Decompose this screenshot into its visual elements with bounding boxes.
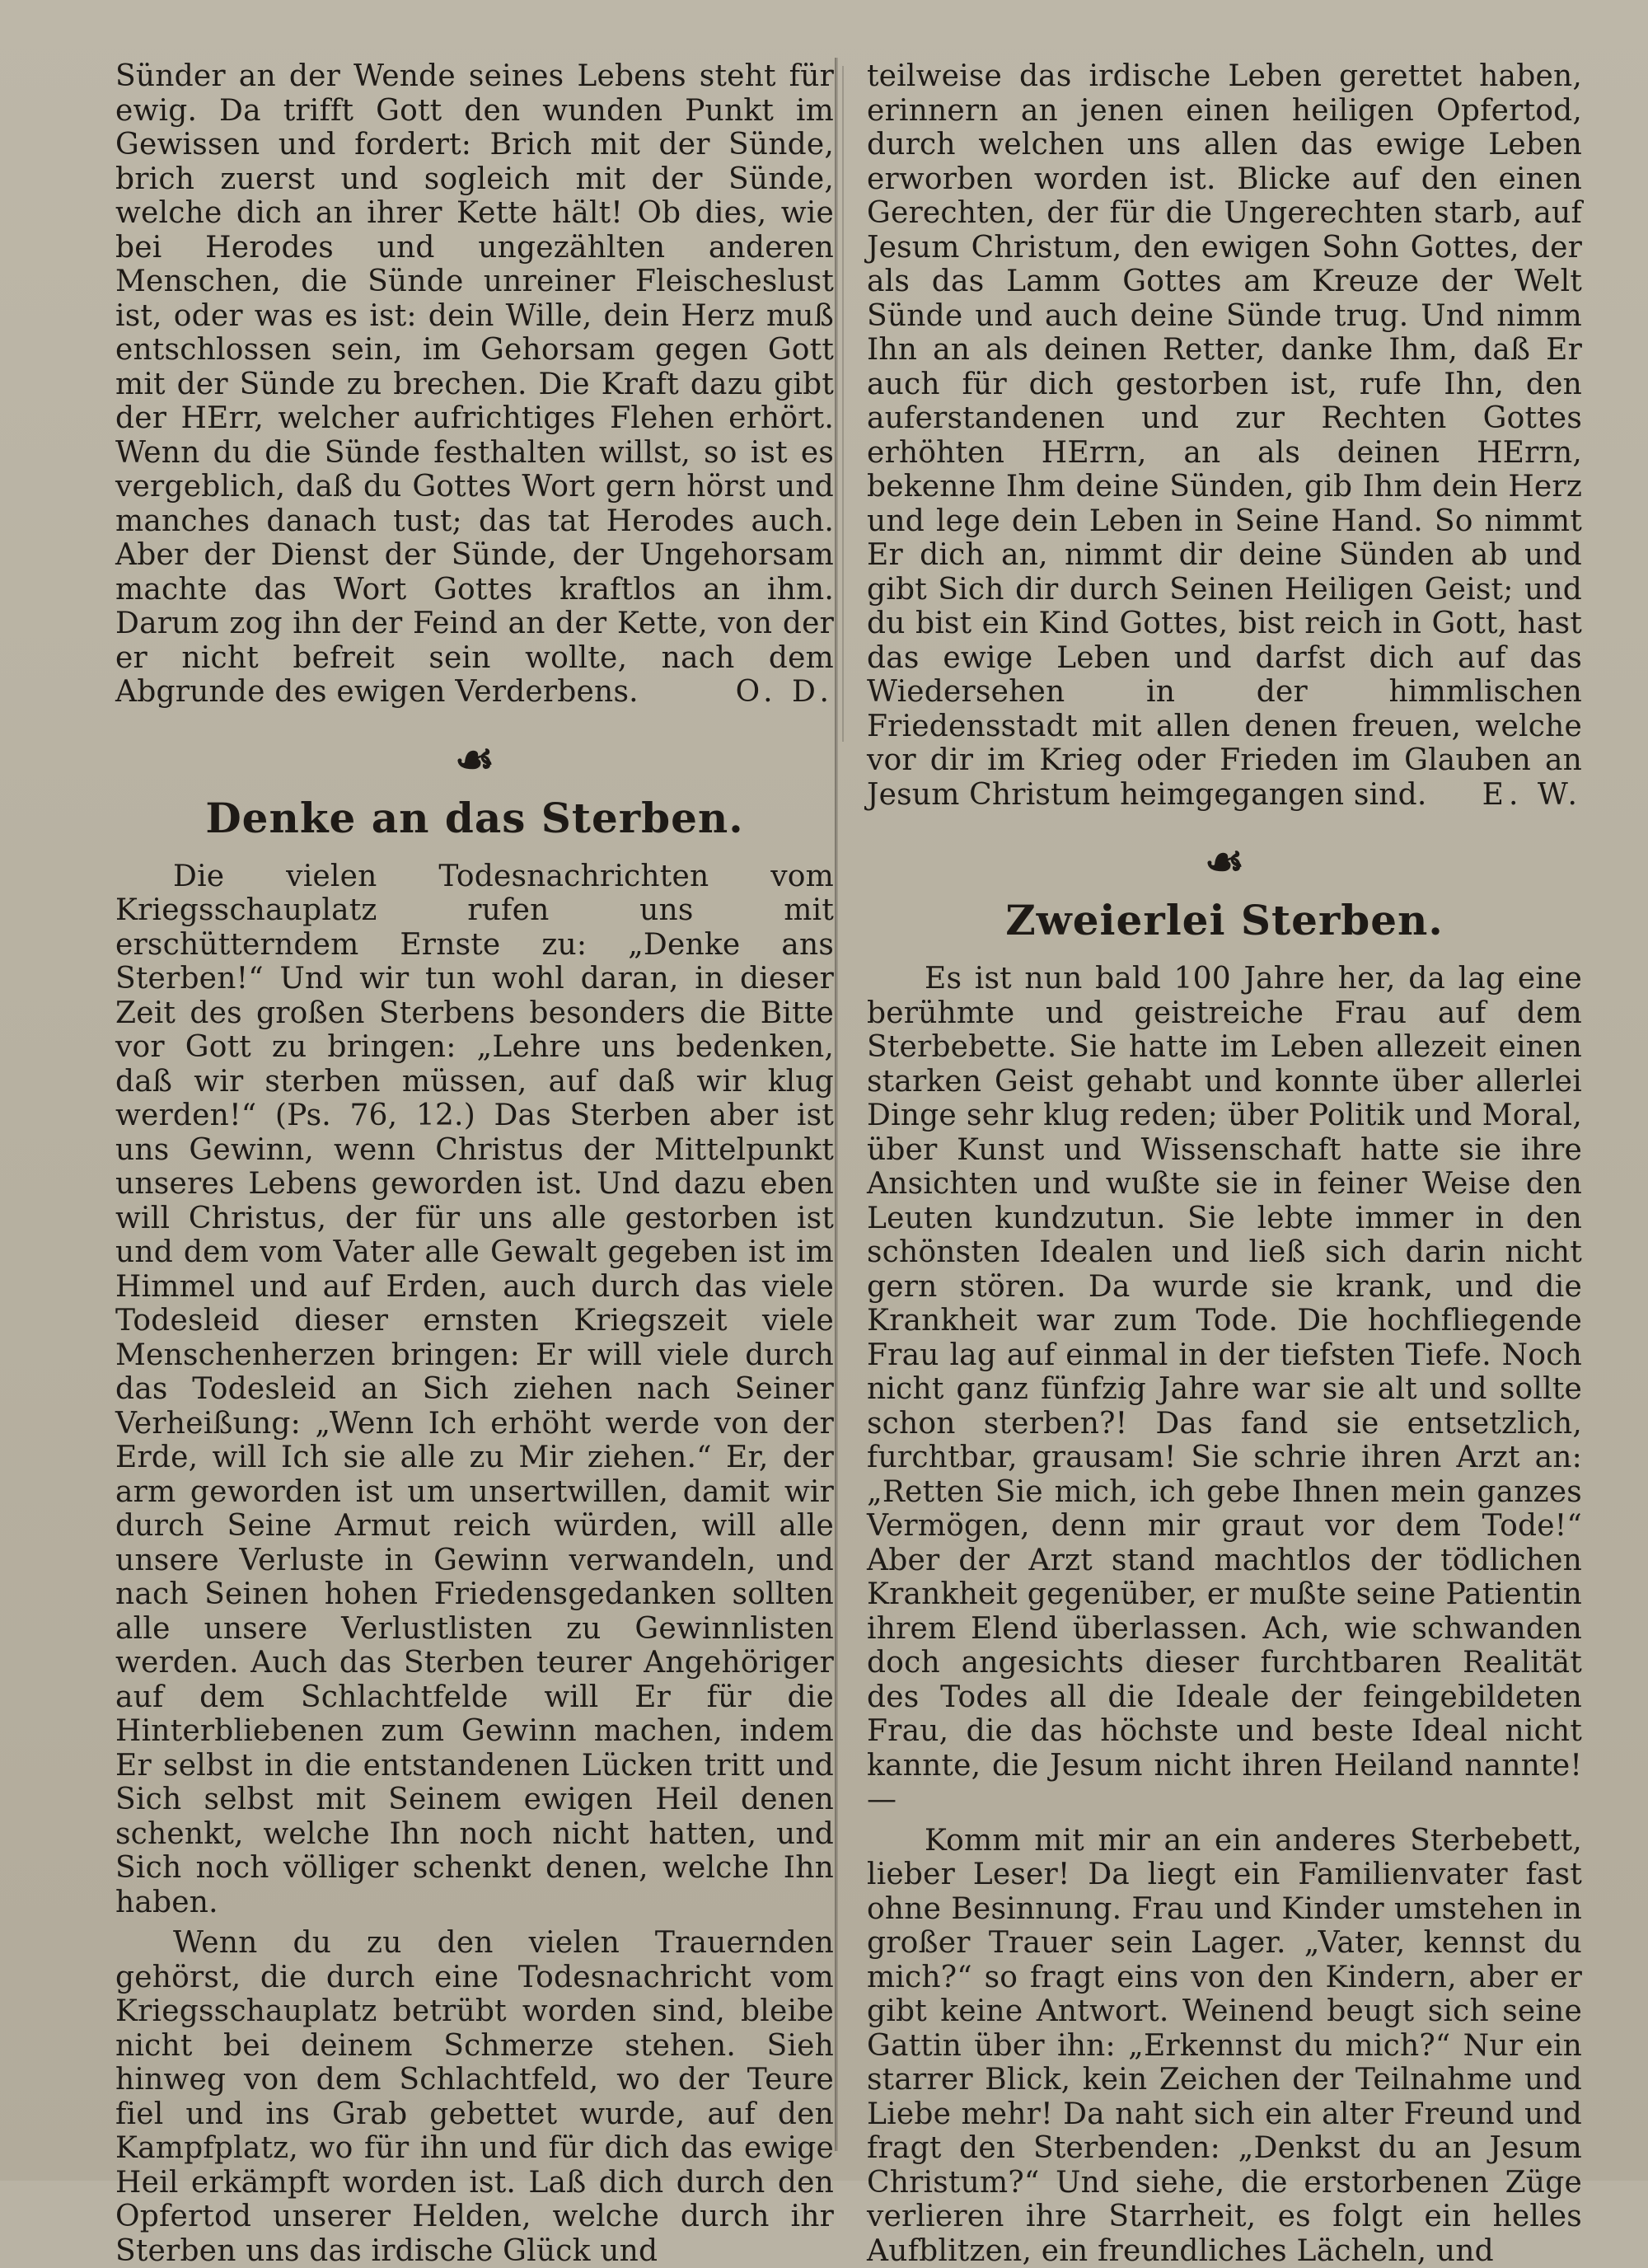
right-continuation-signature: E. W. bbox=[1482, 778, 1582, 813]
article-zweierlei-paragraph-1: Es ist nun bald 100 Jahre her, da lag eine berühmte und geistreiche Frau auf dem Sterbebette. Sie hatte im Leben allezeit einen starken Geist gehabt und konnte über allerlei Dinge sehr klug reden; über Politik und Moral, über Kunst und Wissenschaft hatte sie ihre Ansichten und wußte sie in feiner Weise den Leuten kundzutun. Sie lebte immer in den schönsten Idealen und ließ sich darin nicht gern stören. Da wurde sie krank, und die Krankheit war zum Tode. Die hochfliegende Frau lag auf einmal in der tiefsten Tiefe. Noch nicht ganz fünfzig Jahre war sie alt und sollte schon sterben?! Das fand sie entsetzlich, furchtbar, grausam! Sie schrie ihren Arzt an: „Retten Sie mich, ich gebe Ihnen mein ganzes Vermögen, denn mir graut vor dem Tode!“ Aber der Arzt stand machtlos der tödlichen Krankheit gegenüber, er mußte seine Patientin ihrem Elend überlassen. Ach, wie schwanden doch angesichts dieser furchtbaren Realität des Todes all die Ideale der feingebildeten Frau, die das höchste und beste Ideal nicht kannte, die Jesum nicht ihren Heiland nannte! — bbox=[867, 962, 1582, 1817]
article-heading-zweierlei: Zweierlei Sterben. bbox=[867, 894, 1582, 947]
right-column bbox=[867, 59, 1582, 2268]
left-continuation-signature: O. D. bbox=[736, 675, 834, 710]
column-divider bbox=[835, 58, 838, 2151]
fleuron-ornament-icon: ☙ bbox=[867, 836, 1582, 886]
column-divider-secondary bbox=[842, 66, 844, 742]
fleuron-ornament-icon: ☙ bbox=[115, 734, 834, 784]
left-column bbox=[115, 59, 834, 2268]
article-zweierlei-paragraph-2: Komm mit mir an ein anderes Sterbebett, lieber Leser! Da liegt ein Familienvater fast ohne Besinnung. Frau und Kinder umstehen in großer Trauer sein Lager. „Vater, kennst du mich?“ so fragt eins von den Kindern, aber er gibt keine Antwort. Weinend beugt sich seine Gattin über ihn: „Erkennst du mich?“ Nur ein starrer Blick, kein Zeichen der Teilnahme und Liebe mehr! Da naht sich ein alter Freund und fragt den Sterbenden: „Denkst du an Jesum Christum?“ Und siehe, die erstorbenen Züge verlieren ihre Starrheit, es folgt ein helles Aufblitzen, ein freundliches Lächeln, und bbox=[867, 1824, 1582, 2268]
right-continuation-paragraph bbox=[867, 59, 1582, 812]
left-continuation-paragraph bbox=[115, 59, 834, 710]
article-denke-paragraph-1: Die vielen Todesnachrichten vom Kriegsschauplatz rufen uns mit erschütterndem Ernste zu: „Denke ans Sterben!“ Und wir tun wohl daran, in dieser Zeit des großen Sterbens besonders die Bitte vor Gott zu bringen: „Lehre uns bedenken, daß wir sterben müssen, auf daß wir klug werden!“ (Ps. 76, 12.) Das Sterben aber ist uns Gewinn, wenn Christus der Mittelpunkt unseres Lebens geworden ist. Und dazu eben will Christus, der für uns alle gestorben ist und dem vom Vater alle Gewalt gegeben ist im Himmel und auf Erden, auch durch das viele Todesleid dieser ernsten Kriegszeit viele Menschenherzen bringen: Er will viele durch das Todesleid an Sich ziehen nach Seiner Verheißung: „Wenn Ich erhöht werde von der Erde, will Ich sie alle zu Mir ziehen.“ Er, der arm geworden ist um unsertwillen, damit wir durch Seine Armut reich würden, will alle unsere Verluste in Gewinn verwandeln, und nach Seinen hohen Friedensgedanken sollten alle unsere Verlustlisten zu Gewinnlisten werden. Auch das Sterben teurer Angehöriger auf dem Schlachtfelde will Er für die Hinterbliebenen zum Gewinn machen, indem Er selbst in die entstandenen Lücken tritt und Sich selbst mit Seinem ewigen Heil denen schenkt, welche Ihn noch nicht hatten, und Sich noch völliger schenkt denen, welche Ihn haben. bbox=[115, 860, 834, 1920]
article-heading-denke: Denke an das Sterben. bbox=[115, 792, 834, 845]
article-denke-paragraph-2: Wenn du zu den vielen Trauernden gehörst, die durch eine Todesnachricht vom Kriegsschauplatz betrübt worden sind, bleibe nicht bei deinem Schmerze stehen. Sieh hinweg von dem Schlachtfeld, wo der Teure fiel und ins Grab gebettet wurde, auf den Kampfplatz, wo für ihn und für dich das ewige Heil erkämpft worden ist. Laß dich durch den Opfertod unserer Helden, welche durch ihr Sterben uns das irdische Glück und bbox=[115, 1926, 834, 2268]
left-continuation-text: Sünder an der Wende seines Lebens steht für ewig. Da trifft Gott den wunden Punkt im Gewissen und fordert: Brich mit der Sünde, brich zuerst und sogleich mit der Sünde, welche dich an ihrer Kette hält! Ob dies, wie bei Herodes und ungezählten anderen Menschen, die Sünde unreiner Fleischeslust ist, oder was es ist: dein Wille, dein Herz muß entschlossen sein, im Gehorsam gegen Gott mit der Sünde zu brechen. Die Kraft dazu gibt der HErr, welcher aufrichtiges Flehen erhört. Wenn du die Sünde festhalten willst, so ist es vergeblich, daß du Gottes Wort gern hörst und manches danach tust; das tat Herodes auch. Aber der Dienst der Sünde, der Ungehorsam machte das Wort Gottes kraftlos an ihm. Darum zog ihn der Feind an der Kette, von der er nicht befreit sein wollte, nach dem Abgrunde des ewigen Verderbens. bbox=[115, 59, 834, 709]
right-continuation-text: teilweise das irdische Leben gerettet haben, erinnern an jenen einen heiligen Opfertod, durch welchen uns allen das ewige Leben erworben worden ist. Blicke auf den einen Gerechten, der für die Ungerechten starb, auf Jesum Christum, den ewigen Sohn Gottes, der als das Lamm Gottes am Kreuze der Welt Sünde und auch deine Sünde trug. Und nimm Ihn an als deinen Retter, danke Ihm, daß Er auch für dich gestorben ist, rufe Ihn, den auferstandenen und zur Rechten Gottes erhöhten HErrn, an als deinen HErrn, bekenne Ihm deine Sünden, gib Ihm dein Herz und lege dein Leben in Seine Hand. So nimmt Er dich an, nimmt dir deine Sünden ab und gibt Sich dir durch Seinen Heiligen Geist; und du bist ein Kind Gottes, bist reich in Gott, hast das ewige Leben und darfst dich auf das Wiedersehen in der himmlischen Friedensstadt mit allen denen freuen, welche vor dir im Krieg oder Frieden im Glauben an Jesum Christum heimgegangen sind. bbox=[867, 59, 1582, 812]
